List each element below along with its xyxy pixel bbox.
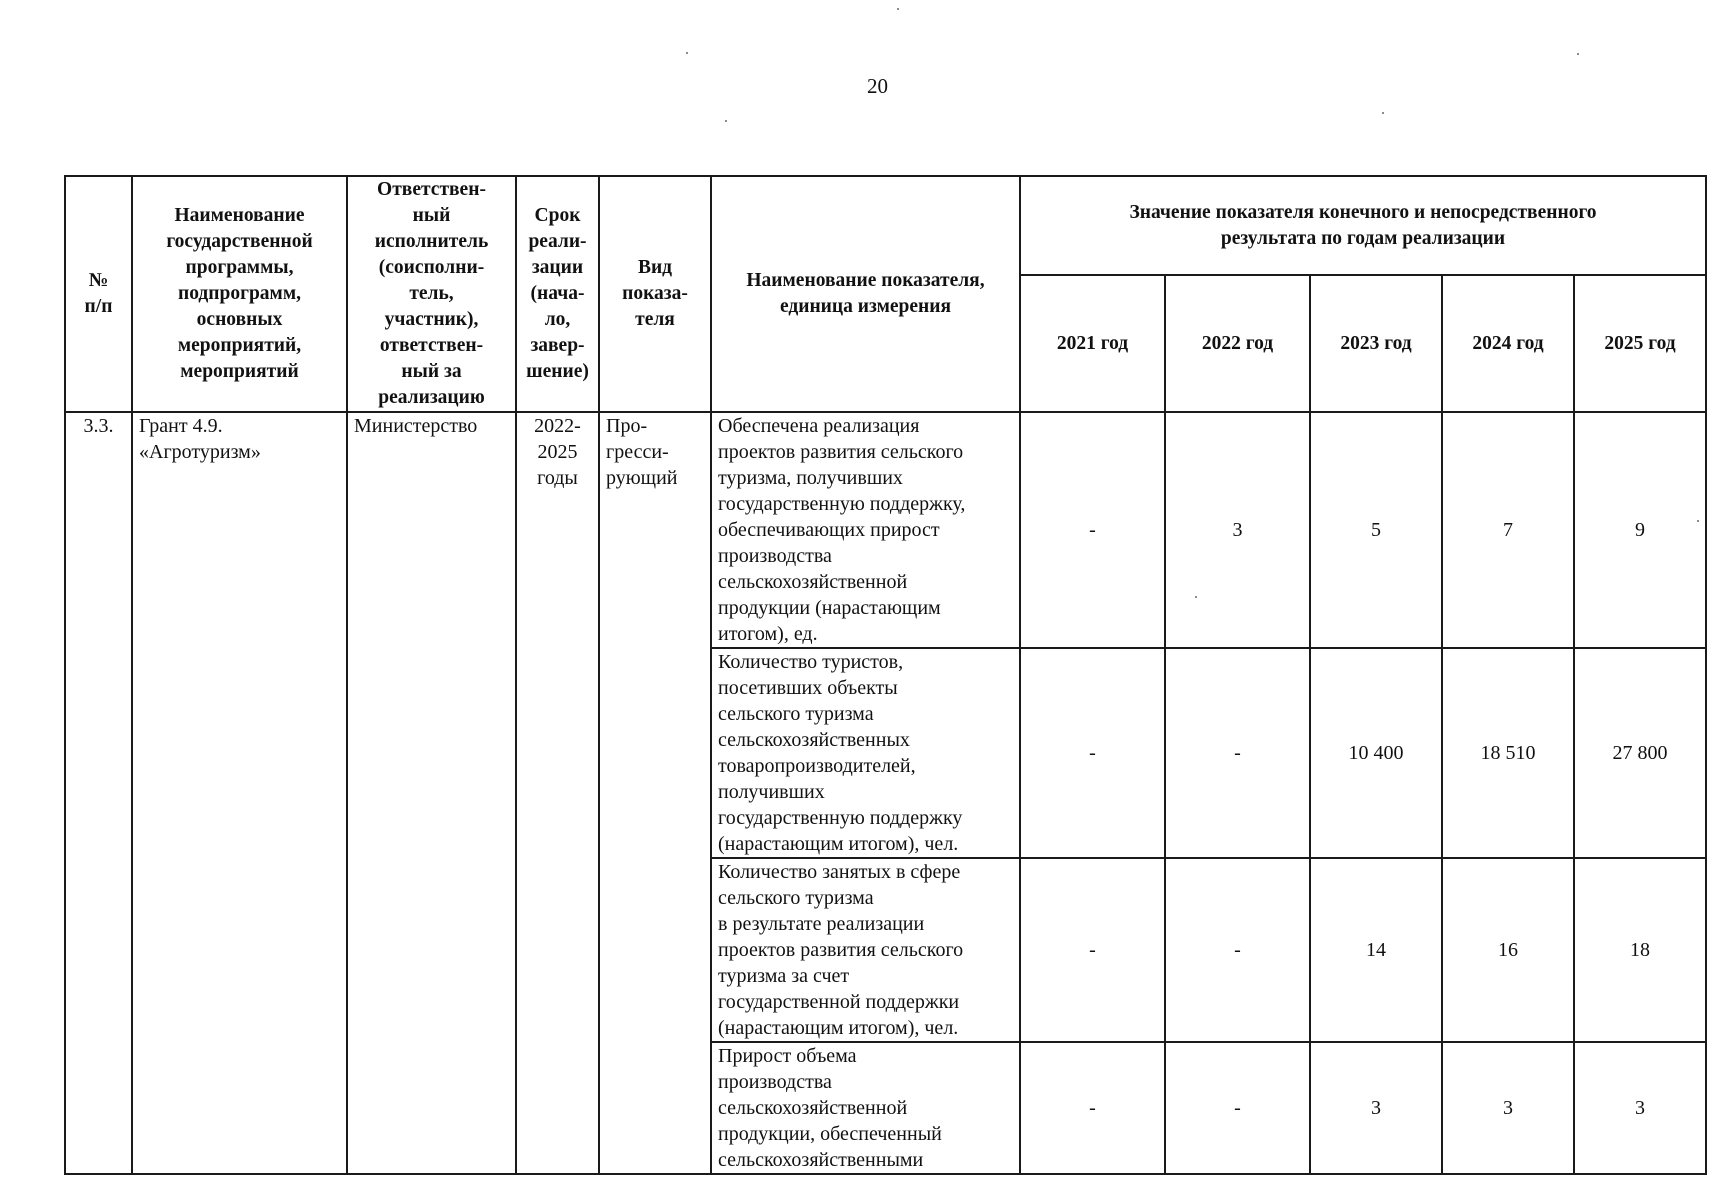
value-2021: - — [1020, 412, 1165, 648]
value-2021: - — [1020, 858, 1165, 1042]
value-2023: 10 400 — [1310, 648, 1442, 858]
value-2024: 16 — [1442, 858, 1574, 1042]
entry-program: Грант 4.9. «Агротуризм» — [132, 412, 347, 1174]
value-2025: 18 — [1574, 858, 1706, 1042]
scan-speck — [725, 120, 727, 122]
value-2025: 3 — [1574, 1042, 1706, 1174]
entry-term: 2022- 2025 годы — [516, 412, 599, 1174]
scan-speck — [686, 52, 688, 54]
value-2024: 18 510 — [1442, 648, 1574, 858]
scan-speck — [1382, 112, 1384, 114]
value-2022: 3 — [1165, 412, 1310, 648]
scan-speck — [1697, 520, 1699, 522]
table-header-row — [65, 176, 1706, 275]
header-year-2023: 2023 год — [1310, 275, 1442, 412]
value-2021: - — [1020, 648, 1165, 858]
header-indicator-name: Наименование показателя, единица измерения — [711, 176, 1020, 412]
value-2022: - — [1165, 858, 1310, 1042]
header-program: Наименование государственной программы, подпрограмм, основных мероприятий, мероприятий — [132, 176, 347, 412]
entry-num: 3.3. — [65, 412, 132, 1174]
indicator-name: Обеспечена реализация проектов развития сельского туризма, получивших государственную поддержку, обеспечивающих прирост производства сельскохозяйственной продукции (нарастающим итогом), ед. — [711, 412, 1020, 648]
value-2023: 5 — [1310, 412, 1442, 648]
value-2022: - — [1165, 1042, 1310, 1174]
header-num: № п/п — [65, 176, 132, 412]
value-2024: 3 — [1442, 1042, 1574, 1174]
table-row — [65, 412, 1706, 648]
scan-speck — [897, 8, 899, 10]
header-values-group: Значение показателя конечного и непосредственного результата по годам реализации — [1020, 176, 1706, 275]
entry-executor: Министерство — [347, 412, 516, 1174]
value-2023: 14 — [1310, 858, 1442, 1042]
page-number: 20 — [867, 74, 888, 98]
header-executor: Ответствен- ный исполнитель (соисполни- тель, участник), ответствен- ный за реализацию — [347, 176, 516, 412]
value-2025: 9 — [1574, 412, 1706, 648]
header-term: Срок реали- зации (нача- ло, завер- шение) — [516, 176, 599, 412]
indicator-name: Количество туристов, посетивших объекты сельского туризма сельскохозяйственных товаропроизводителей, получивших государственную поддержку (нарастающим итогом), чел. — [711, 648, 1020, 858]
header-year-2024: 2024 год — [1442, 275, 1574, 412]
indicators-table — [64, 175, 1707, 1175]
indicator-name: Количество занятых в сфере сельского туризма в результате реализации проектов развития сельского туризма за счет государственной поддержки (нарастающим итогом), чел. — [711, 858, 1020, 1042]
value-2023: 3 — [1310, 1042, 1442, 1174]
entry-indicator-type: Про- гресси- рующий — [599, 412, 711, 1174]
value-2025: 27 800 — [1574, 648, 1706, 858]
header-year-2022: 2022 год — [1165, 275, 1310, 412]
value-2022: - — [1165, 648, 1310, 858]
scan-speck — [1195, 596, 1197, 598]
value-2024: 7 — [1442, 412, 1574, 648]
header-year-2025: 2025 год — [1574, 275, 1706, 412]
value-2021: - — [1020, 1042, 1165, 1174]
scan-speck — [1577, 53, 1579, 55]
header-year-2021: 2021 год — [1020, 275, 1165, 412]
indicator-name: Прирост объема производства сельскохозяйственной продукции, обеспеченный сельскохозяйственными — [711, 1042, 1020, 1174]
header-indicator-type: Вид показа- теля — [599, 176, 711, 412]
